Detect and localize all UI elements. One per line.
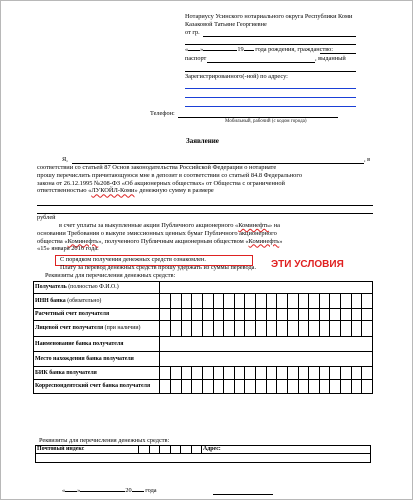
body-line-3: прошу перечислить причитающуюся мне в депозит в соответствии со статьей 84.8 Федерального — [37, 171, 303, 179]
issued-label: , выданный — [315, 55, 346, 62]
birth-line: « » 19 года рождения, гражданство: — [185, 46, 334, 53]
bank-digit-cell[interactable] — [287, 309, 298, 321]
bank-digit-cell[interactable] — [351, 294, 362, 309]
bank-digit-cell[interactable] — [319, 321, 330, 337]
bank-digit-cell[interactable] — [277, 294, 288, 309]
bank-digit-cell[interactable] — [277, 321, 288, 337]
bank-digit-cell[interactable] — [181, 367, 192, 380]
bank-digit-cell[interactable] — [245, 367, 256, 380]
bank-value-cell[interactable] — [160, 352, 373, 367]
bank-digit-cell[interactable] — [213, 367, 224, 380]
bank-digit-cell[interactable] — [351, 309, 362, 321]
bank-digit-cell[interactable] — [202, 321, 213, 337]
bank-row-label — [34, 352, 160, 367]
bank-value-cell[interactable] — [160, 337, 373, 352]
bank-table-row — [34, 294, 373, 309]
bank-digit-cell[interactable] — [224, 380, 235, 394]
footer-date: « » 20 года — [62, 487, 157, 494]
bank-digit-cell[interactable] — [256, 309, 267, 321]
phone-label: Телефон: — [150, 110, 175, 117]
bank-digit-cell[interactable] — [341, 294, 352, 309]
bank-digit-cell[interactable] — [245, 294, 256, 309]
bank-digit-cell[interactable] — [362, 380, 373, 394]
postal-index-label: Почтовый индекс — [36, 446, 139, 454]
rubles-label: рублей — [37, 214, 56, 221]
bank-row-label-main: Получатель — [35, 284, 67, 291]
bank-digit-cell[interactable] — [181, 309, 192, 321]
postal-address-label: Адрес: — [203, 446, 221, 453]
bank-digit-cell[interactable] — [202, 367, 213, 380]
bank-digit-cell[interactable] — [202, 309, 213, 321]
bank-digit-cell[interactable] — [160, 367, 171, 380]
annotation-label: ЭТИ УСЛОВИЯ — [271, 259, 344, 270]
bank-digit-cell[interactable] — [171, 321, 182, 337]
bank-digit-cell[interactable] — [341, 321, 352, 337]
bank-table-row — [34, 282, 373, 294]
bank-digit-cell[interactable] — [256, 380, 267, 394]
postal-table — [35, 445, 371, 463]
bank-digit-cell[interactable] — [234, 294, 245, 309]
bank-table-row — [34, 352, 373, 367]
registered-label: Зарегистрированного(-ной) по адресу: — [185, 73, 288, 80]
bank-digit-cell[interactable] — [341, 309, 352, 321]
bank-digit-cell[interactable] — [277, 380, 288, 394]
postal-index-cell[interactable] — [181, 446, 192, 454]
bank-digit-cell[interactable] — [351, 380, 362, 394]
bank-digit-cell[interactable] — [213, 294, 224, 309]
address-field-2[interactable] — [185, 97, 356, 98]
bank-digit-cell[interactable] — [319, 294, 330, 309]
bank-digit-cell[interactable] — [298, 321, 309, 337]
bank-digit-cell[interactable] — [245, 380, 256, 394]
bank-digit-cell[interactable] — [224, 294, 235, 309]
postal-index-cell[interactable] — [160, 446, 171, 454]
bank-digit-cell[interactable] — [234, 321, 245, 337]
body-line-5: ответственностью «ЛУКОЙЛ-Коми» денежную сумму в размере — [37, 187, 214, 195]
bank-digit-cell[interactable] — [245, 321, 256, 337]
bank-details-table — [33, 281, 373, 394]
postal-address-continued[interactable] — [36, 454, 371, 463]
bank-digit-cell[interactable] — [298, 380, 309, 394]
bank-digit-cell[interactable] — [245, 309, 256, 321]
bank-digit-cell[interactable] — [234, 309, 245, 321]
from-field[interactable] — [203, 36, 356, 37]
postal-index-cell[interactable] — [149, 446, 160, 454]
bank-digit-cell[interactable] — [192, 380, 203, 394]
bank-digit-cell[interactable] — [171, 380, 182, 394]
bank-digit-cell[interactable] — [266, 380, 277, 394]
bank-row-label — [34, 367, 160, 380]
bank-row-label-main: Корреспондентский счет банка получателя — [35, 383, 151, 390]
bank-digit-cell[interactable] — [287, 380, 298, 394]
bank-row-label-main: ИНН банка — [35, 297, 66, 304]
bank-row-label — [34, 321, 160, 337]
bank-digit-cell[interactable] — [202, 294, 213, 309]
p2-line-3: общества «Коминефть», полученного Публичным акционерным обществом «Коминефть» — [37, 237, 283, 245]
issued-field[interactable] — [185, 71, 356, 72]
from-label: от гр. — [185, 29, 200, 36]
bank-digit-cell[interactable] — [330, 380, 341, 394]
bank-digit-cell[interactable] — [298, 294, 309, 309]
bank-table-row — [34, 367, 373, 380]
bank-row-label-main: Лицевой счет получателя — [35, 325, 104, 332]
bank-row-label — [34, 380, 160, 394]
signature-field[interactable] — [213, 494, 273, 495]
p2-line-2: основании Требования о выкупе эмиссионных ценных бумаг Публичного акционерного — [37, 229, 277, 237]
bank-digit-cell[interactable] — [266, 367, 277, 380]
bank-digit-cell[interactable] — [309, 294, 320, 309]
postal-index-cell[interactable] — [170, 446, 181, 454]
bank-digit-cell[interactable] — [160, 309, 171, 321]
bank-digit-cell[interactable] — [171, 367, 182, 380]
bank-digit-cell[interactable] — [192, 321, 203, 337]
bank-digit-cell[interactable] — [192, 294, 203, 309]
notary-line-2: Казаковой Татьяне Георгиевне — [185, 21, 267, 28]
bank-digit-cell[interactable] — [181, 294, 192, 309]
bank-row-label-main: Наименование банка получателя — [35, 340, 124, 347]
bank-digit-cell[interactable] — [213, 321, 224, 337]
amount-field[interactable] — [37, 205, 373, 206]
document-title: Заявление — [186, 137, 219, 145]
bank-digit-cell[interactable] — [266, 309, 277, 321]
body-paragraph-1 — [37, 164, 373, 195]
bank-row-label — [34, 282, 160, 294]
bank-digit-cell[interactable] — [298, 367, 309, 380]
bank-digit-cell[interactable] — [256, 294, 267, 309]
conditions-text: С порядком получения денежных средств ознакомлен. — [60, 256, 206, 263]
bank-table-row — [34, 337, 373, 352]
postal-index-cell[interactable] — [191, 446, 202, 454]
bank-row-label-main: Место нахождения банка получателя — [35, 355, 134, 362]
bank-digit-cell[interactable] — [202, 380, 213, 394]
bank-digit-cell[interactable] — [298, 309, 309, 321]
postal-index-cell[interactable] — [139, 446, 150, 454]
bank-digit-cell[interactable] — [330, 367, 341, 380]
bank-digit-cell[interactable] — [319, 380, 330, 394]
phone-field[interactable] — [178, 117, 338, 118]
bank-digit-cell[interactable] — [330, 321, 341, 337]
notary-line-1: Нотариусу Усинского нотариального округа Республики Коми — [185, 13, 353, 20]
bank-row-label-note: (полностью Ф.И.О.) — [66, 284, 119, 291]
bank-digit-cell[interactable] — [287, 367, 298, 380]
passport-label: паспорт — [185, 55, 207, 62]
bank-digit-cell[interactable] — [351, 367, 362, 380]
phone-hint: Мобильный, рабочий (с кодом города) — [225, 119, 307, 124]
body-paragraph-2 — [37, 222, 373, 253]
bank-row-label-note: (при наличии) — [103, 325, 141, 332]
bank-digit-cell[interactable] — [319, 367, 330, 380]
bank-digit-cell[interactable] — [330, 309, 341, 321]
bank-digit-cell[interactable] — [287, 321, 298, 337]
bank-digit-cell[interactable] — [341, 380, 352, 394]
bank-digit-cell[interactable] — [266, 294, 277, 309]
bank-digit-cell[interactable] — [341, 367, 352, 380]
bank-row-label-main: БИК банка получателя — [35, 369, 97, 376]
citizenship-field[interactable] — [320, 53, 356, 54]
p2-line-4: «15» января 2016 года. — [37, 245, 99, 253]
bank-row-label — [34, 294, 160, 309]
bank-digit-cell[interactable] — [160, 294, 171, 309]
bank-digit-cell[interactable] — [362, 294, 373, 309]
bank-digit-cell[interactable] — [351, 321, 362, 337]
bank-digit-cell[interactable] — [266, 321, 277, 337]
bank-digit-cell[interactable] — [309, 380, 320, 394]
bank-table-row — [34, 380, 373, 394]
bank-digit-cell[interactable] — [234, 380, 245, 394]
bank-digit-cell[interactable] — [181, 380, 192, 394]
body-line-2: соответствии со статьей 87 Основ законодательства Российской Федерации о нотариате — [37, 164, 277, 171]
bank-digit-cell[interactable] — [192, 309, 203, 321]
p2-line-1: в счет уплаты за выкупленные акции Публичного акционерного «Коминефть» на — [59, 222, 280, 229]
bank-digit-cell[interactable] — [362, 309, 373, 321]
bank-digit-cell[interactable] — [171, 309, 182, 321]
bank-row-label — [34, 309, 160, 321]
postal-requisites-label: Реквизиты для перечисления денежных средств: — [39, 437, 170, 444]
bank-digit-cell[interactable] — [362, 367, 373, 380]
bank-digit-cell[interactable] — [181, 321, 192, 337]
bank-row-label — [34, 337, 160, 352]
bank-digit-cell[interactable] — [224, 367, 235, 380]
name-field-2[interactable] — [185, 44, 356, 45]
postal-address-cell[interactable] — [202, 446, 371, 454]
amount-words-field[interactable] — [37, 213, 373, 214]
bank-digit-cell[interactable] — [171, 294, 182, 309]
bank-digit-cell[interactable] — [224, 321, 235, 337]
passport-field[interactable] — [207, 62, 315, 63]
bank-digit-cell[interactable] — [256, 321, 267, 337]
bank-digit-cell[interactable] — [277, 367, 288, 380]
bank-digit-cell[interactable] — [160, 321, 171, 337]
bank-digit-cell[interactable] — [160, 380, 171, 394]
address-field-3[interactable] — [185, 106, 356, 107]
bank-digit-cell[interactable] — [213, 380, 224, 394]
bank-digit-cell[interactable] — [330, 294, 341, 309]
bank-digit-cell[interactable] — [192, 367, 203, 380]
bank-value-cell[interactable] — [160, 282, 373, 294]
bank-digit-cell[interactable] — [256, 367, 267, 380]
bank-table-row — [34, 309, 373, 321]
bank-digit-cell[interactable] — [277, 309, 288, 321]
requisites-label: Реквизиты для перечисления денежных средств: — [45, 272, 176, 279]
bank-digit-cell[interactable] — [309, 309, 320, 321]
fee-text: Плату за перевод денежных средств прошу удержать из суммы перевода. — [60, 264, 257, 271]
bank-digit-cell[interactable] — [362, 321, 373, 337]
bank-digit-cell[interactable] — [224, 309, 235, 321]
bank-row-label-main: Расчетный счет получателя — [35, 311, 110, 318]
bank-digit-cell[interactable] — [213, 309, 224, 321]
body-line-4: закона от 26.12.1995 №208-ФЗ «Об акционерных обществах» от Общества с ограниченной — [37, 179, 285, 187]
bank-row-label-note: (обязательно) — [65, 297, 102, 304]
bank-digit-cell[interactable] — [234, 367, 245, 380]
body-line-1-start: Я, — [62, 156, 68, 163]
bank-table-row — [34, 321, 373, 337]
body-line-1-end: , в — [364, 156, 371, 163]
bank-digit-cell[interactable] — [319, 309, 330, 321]
address-field-1[interactable] — [185, 88, 356, 89]
bank-digit-cell[interactable] — [309, 367, 320, 380]
bank-digit-cell[interactable] — [287, 294, 298, 309]
bank-digit-cell[interactable] — [309, 321, 320, 337]
